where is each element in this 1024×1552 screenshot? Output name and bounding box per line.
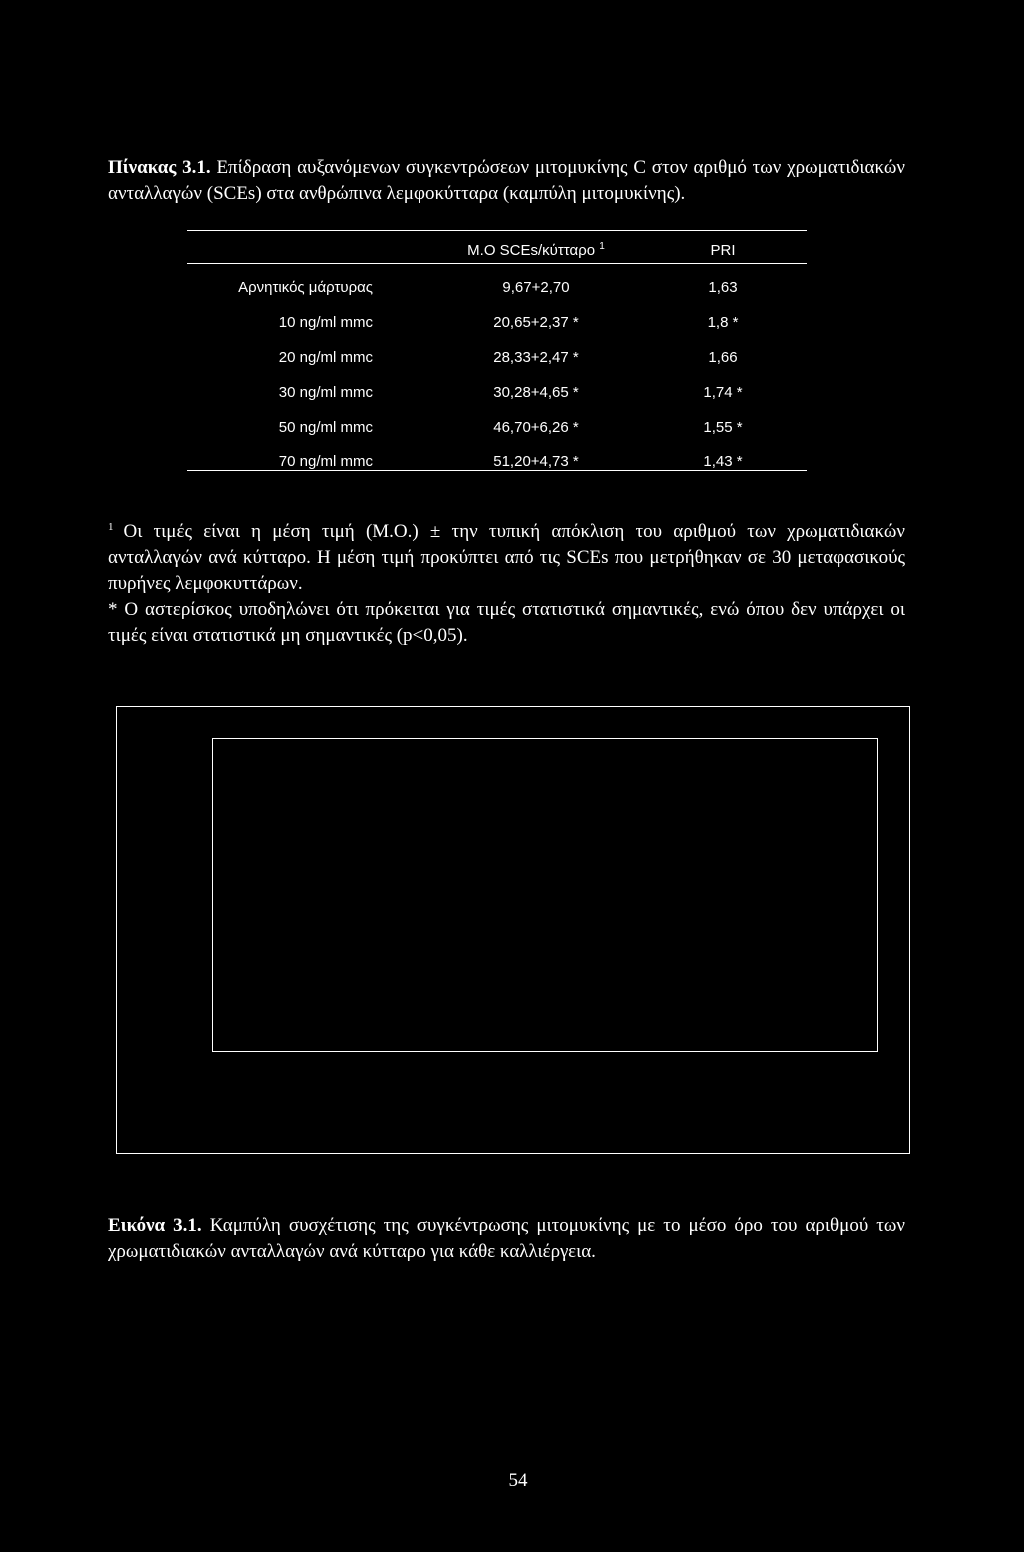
row-label: 70 ng/ml mmc — [278, 453, 373, 470]
row-pri: 1,55 * — [703, 419, 743, 436]
row-label: 30 ng/ml mmc — [278, 384, 373, 401]
row-sces: 9,67+2,70 — [502, 279, 570, 296]
row-label: 20 ng/ml mmc — [278, 349, 373, 366]
row-pri: 1,8 * — [707, 314, 739, 331]
row-pri: 1,43 * — [703, 453, 743, 470]
footnote-1: $^1$ Οι τιμές είναι η μέση τιμή (Μ.Ο.) ± την τυπική απόκλιση του αριθμού των χρωματιδιακών ανταλλαγών ανά κύτταρο. Η μέση τιμή προκύπτει από τις SCEs που μετρήθηκαν σε 30 μεταφασικούς πυρήνες λεμφοκυττάρων. — [108, 520, 905, 594]
table-footnotes — [108, 519, 905, 649]
row-sces: 30,28+4,65 * — [493, 384, 579, 401]
row-label: Αρνητικός μάρτυρας — [238, 279, 373, 296]
table-caption-text: Επίδραση αυξανόμενων συγκεντρώσεων μιτομυκίνης C στον αριθμό των χρωματιδιακών ανταλλαγών (SCEs) στα ανθρώπινα λεμφοκύτταρα (καμπύλη μιτομυκίνης). — [108, 157, 906, 204]
header-pri: PRI — [710, 242, 736, 259]
header-rule — [187, 263, 807, 264]
figure-caption-text: Καμπύλη συσχέτισης της συγκέντρωσης μιτομυκίνης με το μέσο όρο του αριθμού των χρωματιδιακών ανταλλαγών ανά κύτταρο για κάθε καλλιέργεια. — [108, 1215, 905, 1262]
table-caption-label: Πίνακας 3.1. — [108, 157, 211, 178]
row-label: 50 ng/ml mmc — [278, 419, 373, 436]
row-sces: 46,70+6,26 * — [493, 419, 579, 436]
row-label: 10 ng/ml mmc — [278, 314, 373, 331]
table-top-rule — [187, 230, 807, 231]
table-caption — [108, 155, 905, 207]
footnote-2: * Ο αστερίσκος υποδηλώνει ότι πρόκειται για τιμές στατιστικά σημαντικές, ενώ όπου δεν υπάρχει οι τιμές είναι στατιστικά μη σημαντικές (p<0,05). — [108, 599, 905, 646]
row-sces: 20,65+2,37 * — [493, 314, 579, 331]
row-pri: 1,63 — [708, 279, 738, 296]
row-sces: 51,20+4,73 * — [493, 453, 579, 470]
row-sces: 28,33+2,47 * — [493, 349, 579, 366]
table-bottom-rule — [187, 470, 807, 471]
row-pri: 1,74 * — [703, 384, 743, 401]
figure-plot-area — [212, 738, 878, 1052]
figure-caption — [108, 1213, 905, 1265]
header-mean-sces: Μ.Ο SCEs/κύτταρο $^1$ — [467, 241, 605, 259]
page-number: 54 — [508, 1470, 528, 1491]
figure-caption-label: Εικόνα 3.1. — [108, 1215, 202, 1236]
row-pri: 1,66 — [708, 349, 738, 366]
